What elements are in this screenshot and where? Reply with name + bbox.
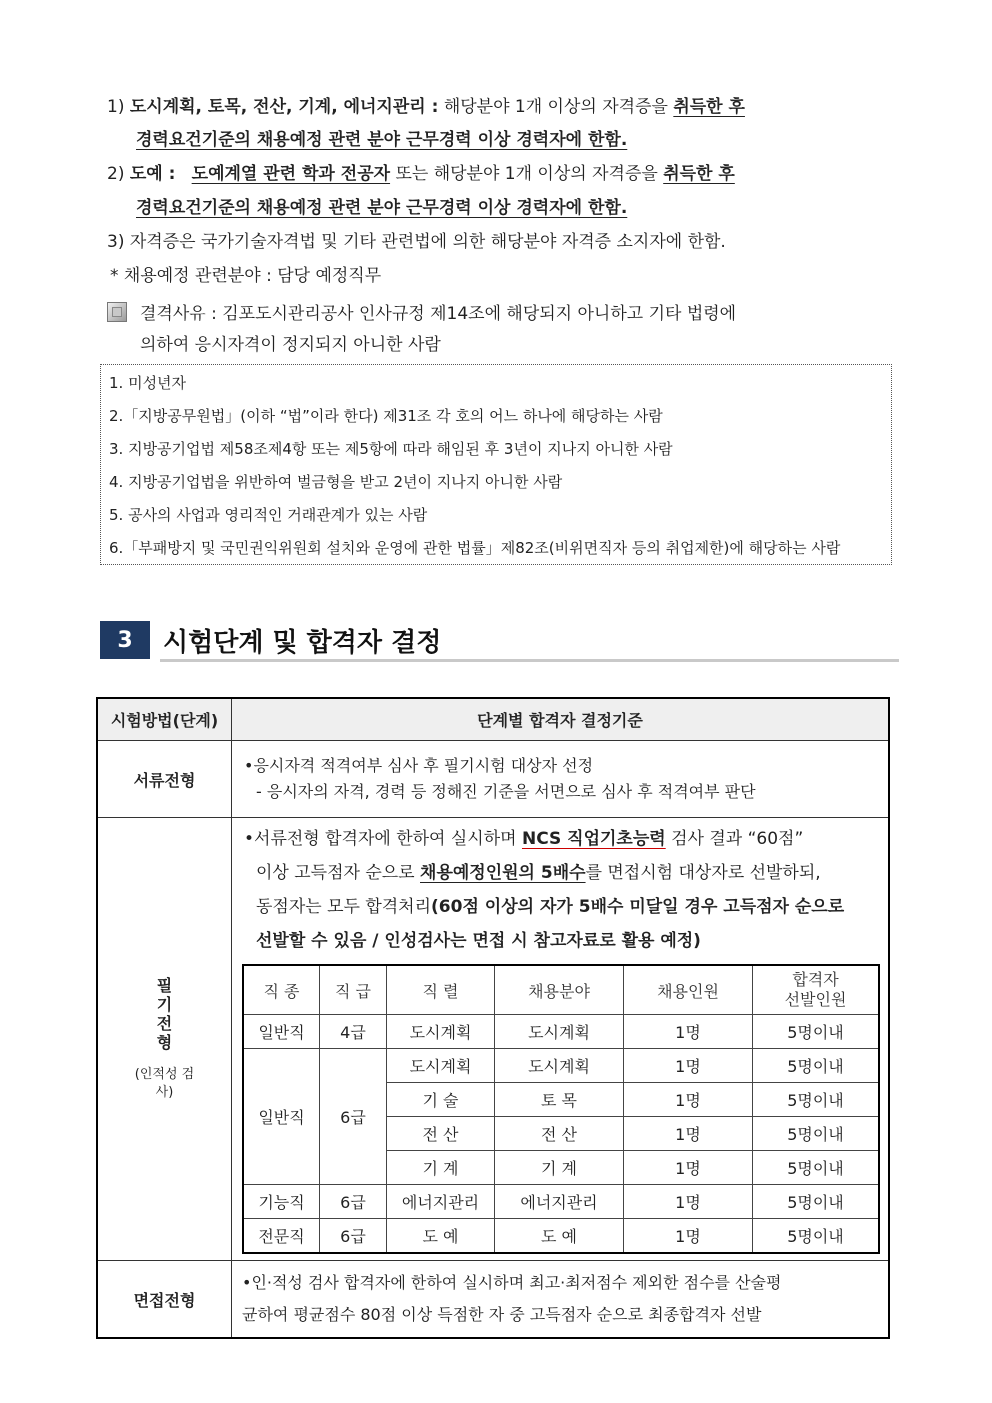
- disqual-item: 2.「지방공무원법」(이하 “법”이라 한다) 제31조 각 호의 어느 하나에 해당하는 사람: [109, 407, 663, 425]
- exam-stage-table: [96, 697, 890, 1339]
- qual-num: 2): [107, 164, 125, 184]
- cell-series: 기 계: [387, 1151, 495, 1185]
- cell-field: 에너지관리: [495, 1185, 624, 1219]
- cell-count: 1명: [624, 1049, 753, 1083]
- qual-text: 또는 해당분야 1개 이상의 자격증을: [390, 164, 664, 184]
- cell-type: 기능직: [243, 1185, 320, 1219]
- qual-2-line2: 경력요건기준의 채용예정 관련 분야 근무경력 이상 경력자에 한함.: [136, 198, 628, 218]
- qual-underline: 취득한 후: [673, 97, 745, 117]
- positions-header-row: [243, 965, 879, 1015]
- written-para-4: 선발할 수 있음 / 인성검사는 면접 시 참고자료로 활용 예정): [256, 931, 701, 951]
- qual-underline: 취득한 후: [663, 164, 735, 184]
- cell-pass: 5명이내: [753, 1151, 880, 1185]
- cell-type: 일반직: [243, 1015, 320, 1049]
- cell-field: 도 예: [495, 1219, 624, 1254]
- cell-pass: 5명이내: [753, 1219, 880, 1254]
- cell-count: 1명: [624, 1151, 753, 1185]
- stage-label-written: [97, 818, 232, 1261]
- text-underline: 채용예정인원의 5배수: [420, 863, 586, 883]
- qual-num: 3): [107, 232, 125, 252]
- disqual-item: 1. 미성년자: [109, 374, 187, 392]
- stage-criteria-interview: [232, 1261, 890, 1339]
- col-field: 채용분야: [495, 965, 624, 1015]
- table-row: [243, 1015, 879, 1049]
- cell-pass: 5명이내: [753, 1049, 880, 1083]
- cell-field: 토 목: [495, 1083, 624, 1117]
- stage-criteria-document: [232, 741, 890, 818]
- text: 를 면접시험 대상자로 선발하되,: [585, 863, 821, 883]
- disqual-item: 6.「부패방지 및 국민권익위원회 설치와 운영에 관한 법률」제82조(비위면직자 등의 취업제한)에 해당하는 사람: [109, 539, 841, 557]
- cell-type: 일반직: [243, 1049, 320, 1185]
- cell-field: 기 계: [495, 1151, 624, 1185]
- col-header-method: 시험방법(단계): [97, 698, 232, 741]
- qual-bold: 도시계획, 토목, 전산, 기계, 에너지관리 :: [129, 97, 439, 117]
- doc-line1: •응시자격 적격여부 심사 후 필기시험 대상자 선정: [244, 756, 594, 775]
- positions-table: [242, 964, 880, 1254]
- written-label: 필기전형: [156, 976, 173, 1052]
- table-row-document: [97, 741, 889, 818]
- cell-grade: 6급: [320, 1185, 387, 1219]
- col-type: 직 종: [243, 965, 320, 1015]
- cell-count: 1명: [624, 1117, 753, 1151]
- disqual-line2: 의하여 응시자격이 정지되지 아니한 사람: [140, 335, 441, 355]
- section-title: 시험단계 및 합격자 결정: [163, 628, 442, 658]
- qual-text: 해당분야 1개 이상의 자격증을: [438, 97, 674, 117]
- cell-pass: 5명이내: [753, 1117, 880, 1151]
- col-grade: 직 급: [320, 965, 387, 1015]
- cell-field: 도시계획: [495, 1015, 624, 1049]
- disqual-item: 4. 지방공기업법을 위반하여 벌금형을 받고 2년이 지나지 아니한 사람: [109, 473, 563, 491]
- cell-count: 1명: [624, 1185, 753, 1219]
- square-bullet-icon: [107, 302, 127, 322]
- col-series: 직 렬: [387, 965, 495, 1015]
- stage-label-document: 서류전형: [97, 741, 232, 818]
- qual-bold: 도예 :: [129, 164, 176, 184]
- qual-num: 1): [107, 97, 125, 117]
- related-field-note: * 채용예정 관련분야 : 담당 예정직무: [110, 266, 382, 286]
- col-count: 채용인원: [624, 965, 753, 1015]
- qual-2-line1: [107, 163, 735, 185]
- cell-pass: 5명이내: [753, 1015, 880, 1049]
- table-row: [243, 1219, 879, 1254]
- qual-1-line1: [107, 96, 745, 118]
- written-para-2: [244, 856, 888, 890]
- cell-grade: 6급: [320, 1049, 387, 1185]
- cell-pass: 5명이내: [753, 1185, 880, 1219]
- cell-count: 1명: [624, 1083, 753, 1117]
- cell-series: 에너지관리: [387, 1185, 495, 1219]
- cell-pass: 5명이내: [753, 1083, 880, 1117]
- text-underline: NCS 직업기초능력: [521, 829, 666, 849]
- table-header-row: [97, 698, 889, 741]
- qual-3: [107, 231, 726, 253]
- written-para-1: [244, 822, 888, 856]
- interview-line1: •인·적성 검사 합격자에 한하여 실시하며 최고·최저점수 제외한 점수를 산술평: [242, 1273, 782, 1292]
- col-header-criteria: 단계별 합격자 결정기준: [232, 698, 890, 741]
- qual-text: 자격증은 국가기술자격법 및 기타 관련법에 의한 해당분야 자격증 소지자에 한함.: [129, 232, 726, 252]
- table-row: [243, 1049, 879, 1083]
- interview-line2: 균하여 평균점수 80점 이상 득점한 자 중 고득점자 순으로 최종합격자 선발: [242, 1305, 762, 1324]
- cell-series: 기 술: [387, 1083, 495, 1117]
- text: 검사 결과 “60점”: [665, 829, 804, 849]
- disqual-item: 3. 지방공기업법 제58조제4항 또는 제5항에 따라 해임된 후 3년이 지나지 아니한 사람: [109, 440, 673, 458]
- text: •서류전형 합격자에 한하여 실시하며: [244, 829, 522, 849]
- table-row-interview: [97, 1261, 889, 1339]
- cell-field: 전 산: [495, 1117, 624, 1151]
- text: 이상 고득점자 순으로: [256, 863, 421, 883]
- text: 선발인원: [784, 990, 847, 1009]
- cell-series: 도 예: [387, 1219, 495, 1254]
- cell-type: 전문직: [243, 1219, 320, 1254]
- text: 합격자: [792, 970, 839, 989]
- cell-grade: 4급: [320, 1015, 387, 1049]
- qual-underline: 도예계열 관련 학과 전공자: [191, 164, 391, 184]
- table-row-written: [97, 818, 889, 1261]
- text: 동점자는 모두 합격처리: [256, 897, 432, 917]
- cell-series: 도시계획: [387, 1015, 495, 1049]
- written-para-3: [244, 890, 888, 924]
- col-pass: [753, 965, 880, 1015]
- cell-series: 전 산: [387, 1117, 495, 1151]
- cell-grade: 6급: [320, 1219, 387, 1254]
- disqual-item: 5. 공사의 사업과 영리적인 거래관계가 있는 사람: [109, 506, 428, 524]
- section-divider: [160, 659, 899, 662]
- qual-1-line2: 경력요건기준의 채용예정 관련 분야 근무경력 이상 경력자에 한함.: [136, 130, 628, 150]
- disqual-line1: 결격사유 : 김포도시관리공사 인사규정 제14조에 해당되지 아니하고 기타 법령에: [140, 304, 737, 324]
- table-row: [243, 1185, 879, 1219]
- stage-label-interview: 면접전형: [97, 1261, 232, 1339]
- cell-field: 도시계획: [495, 1049, 624, 1083]
- cell-count: 1명: [624, 1015, 753, 1049]
- written-sub: (인적성 검사): [134, 1067, 195, 1100]
- doc-line2: - 응시자의 자격, 경력 등 정해진 기준을 서면으로 심사 후 적격여부 판단: [256, 782, 756, 801]
- section-number-badge: 3: [100, 621, 150, 659]
- disqual-box: [100, 364, 892, 565]
- cell-count: 1명: [624, 1219, 753, 1254]
- stage-criteria-written: [232, 818, 890, 1261]
- text-bold: (60점 이상의 자가 5배수 미달일 경우 고득점자 순으로: [431, 897, 845, 917]
- cell-series: 도시계획: [387, 1049, 495, 1083]
